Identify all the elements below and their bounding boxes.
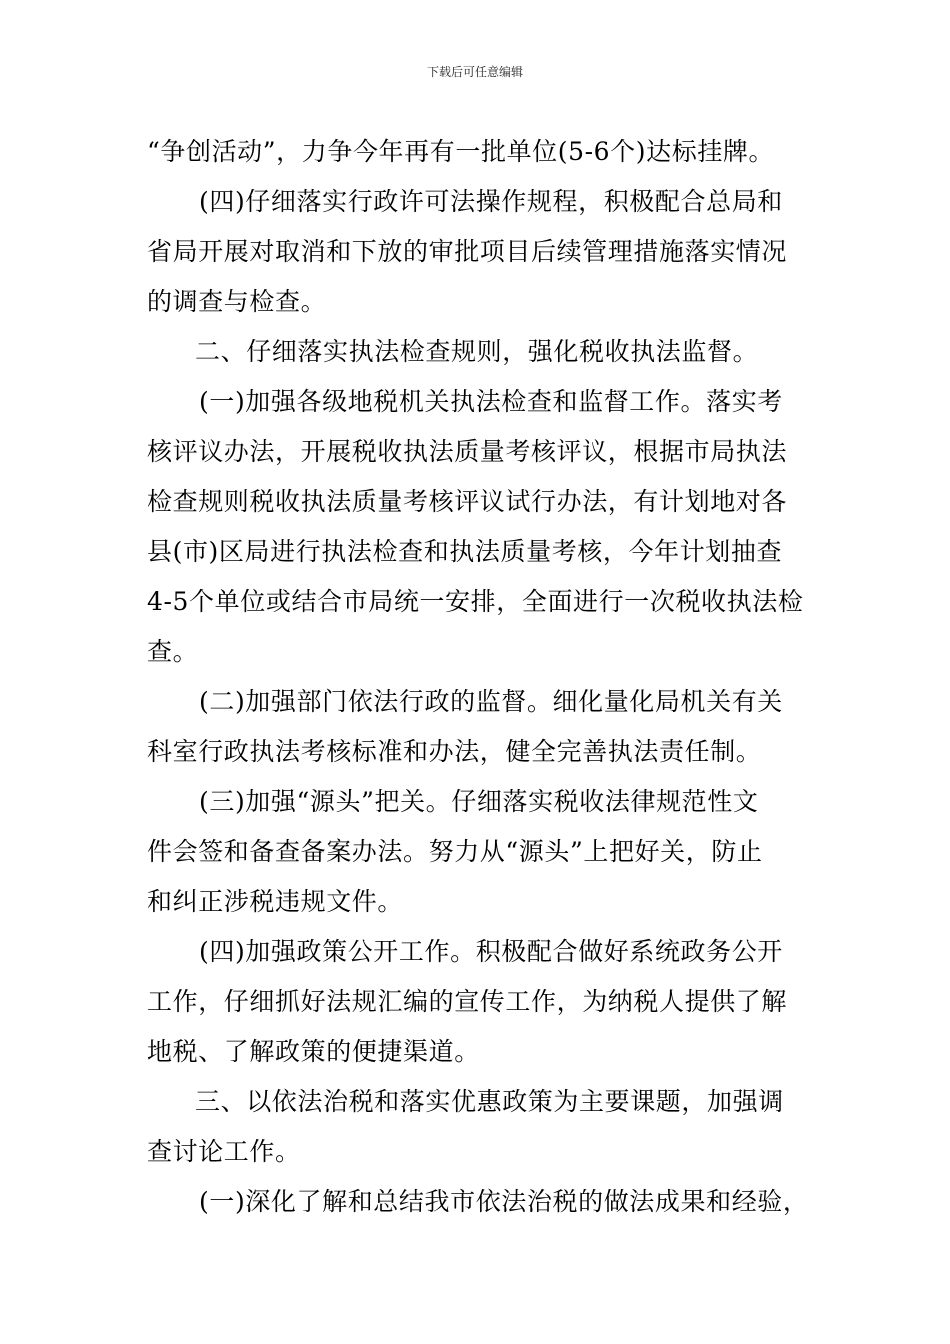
document-body xyxy=(147,127,817,1227)
text-line: 地税、了解政策的便捷渠道。 xyxy=(147,1037,480,1066)
text-line: (四)仔细落实行政许可法操作规程，积极配合总局和 xyxy=(199,187,783,216)
text-line: 核评议办法，开展税收执法质量考核评议，根据市局执法 xyxy=(147,437,788,466)
text-line: (二)加强部门依法行政的监督。细化量化局机关有关 xyxy=(199,687,783,716)
text-line: 检查规则税收执法质量考核评议试行办法，有计划地对各 xyxy=(147,487,788,516)
text-line: 工作，仔细抓好法规汇编的宣传工作，为纳税人提供了解 xyxy=(147,987,788,1016)
text-line: 件会签和备查备案办法。努力从“源头”上把好关，防止 xyxy=(147,837,763,866)
page-header: 下载后可任意编辑 xyxy=(426,65,523,79)
text-line: 查讨论工作。 xyxy=(147,1137,301,1166)
text-line: 省局开展对取消和下放的审批项目后续管理措施落实情况 xyxy=(147,237,788,266)
text-line: (三)加强“源头”把关。仔细落实税收法律规范性文 xyxy=(199,787,759,816)
text-line: 和纠正涉税违规文件。 xyxy=(147,887,404,916)
text-line: 4-5个单位或结合市局统一安排，全面进行一次税收执法检 xyxy=(147,587,804,616)
text-line: (一)深化了解和总结我市依法治税的做法成果和经验， xyxy=(199,1187,809,1216)
text-line: 三、以依法治税和落实优惠政策为主要课题，加强调 xyxy=(195,1087,784,1116)
text-line: 县(市)区局进行执法检查和执法质量考核，今年计划抽查 xyxy=(147,537,783,566)
text-line: (四)加强政策公开工作。积极配合做好系统政务公开 xyxy=(199,937,783,966)
text-line: 科室行政执法考核标准和办法，健全完善执法责任制。 xyxy=(147,737,762,766)
text-line: “争创活动”，力争今年再有一批单位(5-6个)达标挂牌。 xyxy=(147,137,775,166)
text-line: 查。 xyxy=(147,637,199,666)
text-line: (一)加强各级地税机关执法检查和监督工作。落实考 xyxy=(199,387,783,416)
text-line: 二、仔细落实执法检查规则，强化税收执法监督。 xyxy=(195,337,759,366)
text-line: 的调查与检查。 xyxy=(147,287,327,316)
